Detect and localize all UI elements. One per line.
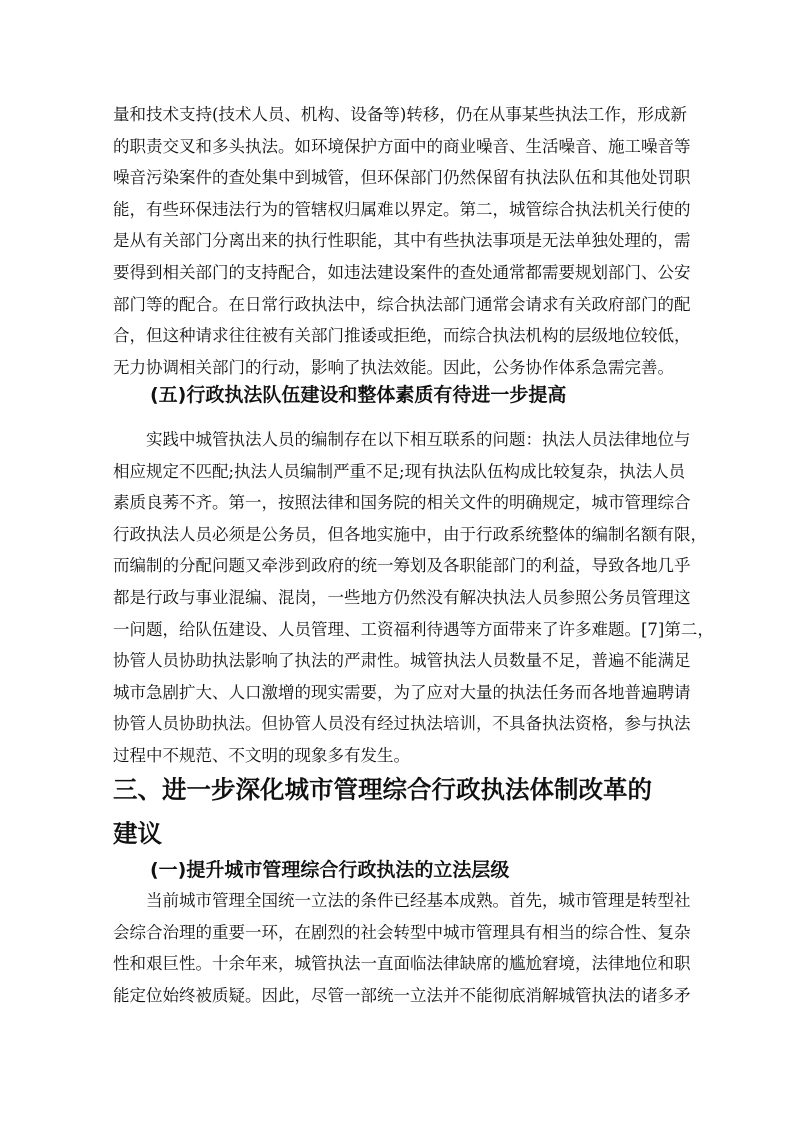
paragraph-staffing (113, 424, 714, 772)
paragraph-line: 会综合治理的重要一环，在剧烈的社会转型中城市管理具有相当的综合性、复杂 (113, 922, 691, 942)
paragraph-line: 是从有关部门分离出来的执行性职能，其中有些执法事项是无法单独处理的，需 (113, 231, 691, 251)
paragraph-line: 能，有些环保违法行为的管辖权归属难以界定。第二，城管综合执法机关行使的 (113, 199, 691, 219)
paragraph-line: 行政执法人员必须是公务员，但各地实施中，由于行政系统整体的编制名额有限， (113, 524, 707, 544)
section-heading-line: 三、进一步深化城市管理综合行政执法体制改革的 (113, 775, 652, 804)
paragraph-public-cooperation (113, 99, 691, 383)
paragraph-line: 部门等的配合。在日常行政执法中，综合执法部门通常会请求有关政府部门的配 (113, 294, 691, 314)
paragraph-line: 要得到相关部门的支持配合，如违法建设案件的查处通常都需要规划部门、公安 (113, 262, 691, 282)
paragraph-line: 噪音污染案件的查处集中到城管，但环保部门仍然保留有执法队伍和其他处罚职 (113, 168, 691, 188)
paragraph-legislation (113, 885, 691, 1011)
paragraph-line: 素质良莠不齐。第一，按照法律和国务院的相关文件的明确规定，城市管理综合 (113, 493, 691, 513)
paragraph-line: 过程中不规范、不文明的现象多有发生。 (113, 745, 410, 765)
paragraph-line: 当前城市管理全国统一立法的条件已经基本成熟。首先，城市管理是转型社 (113, 891, 691, 910)
section-heading-line: 建议 (113, 819, 162, 848)
paragraph-line: 都是行政与事业混编、混岗，一些地方仍然没有解决执法人员参照公务员管理这 (113, 587, 691, 607)
paragraph-line: 实践中城管执法人员的编制存在以下相互联系的问题：执法人员法律地位与 (113, 430, 691, 449)
paragraph-line: 城市急剧扩大、人口激增的现实需要，为了应对大量的执法任务而各地普遍聘请 (113, 682, 691, 702)
paragraph-line: 而编制的分配问题又牵涉到政府的统一筹划及各职能部门的利益，导致各地几乎 (113, 556, 691, 576)
paragraph-line: 性和艰巨性。十余年来，城管执法一直面临法律缺席的尴尬窘境，法律地位和职 (113, 954, 691, 974)
paragraph-line: 能定位始终被质疑。因此，尽管一部统一立法并不能彻底消解城管执法的诸多矛 (113, 985, 691, 1005)
paragraph-line: 协管人员协助执法影响了执法的严肃性。城管执法人员数量不足，普遍不能满足 (113, 651, 691, 671)
paragraph-line: 一问题，给队伍建设、人员管理、工资福利待遇等方面带来了许多难题。[7]第二， (113, 619, 714, 639)
paragraph-line: 的职责交叉和多头执法。如环境保护方面中的商业噪音、生活噪音、施工噪音等 (113, 136, 691, 156)
paragraph-line: 无力协调相关部门的行动，影响了执法效能。因此，公务协作体系急需完善。 (113, 357, 674, 377)
paragraph-line: 相应规定不匹配;执法人员编制严重不足;现有执法队伍构成比较复杂，执法人员 (113, 461, 686, 481)
paragraph-line: 量和技术支持(技术人员、机构、设备等)转移，仍在从事某些执法工作，形成新 (113, 105, 687, 124)
paragraph-line: 协管人员协助执法。但协管人员没有经过执法培训，不具备执法资格，参与执法 (113, 714, 691, 734)
paragraph-line: 合，但这种请求往往被有关部门推诿或拒绝，而综合执法机构的层级地位较低， (113, 326, 691, 346)
section-heading-3 (113, 768, 683, 856)
subsection-heading-5: (五)行政执法队伍建设和整体素质有待进一步提高 (150, 384, 567, 406)
subsection-heading-1: (一)提升城市管理综合行政执法的立法层级 (150, 859, 510, 881)
